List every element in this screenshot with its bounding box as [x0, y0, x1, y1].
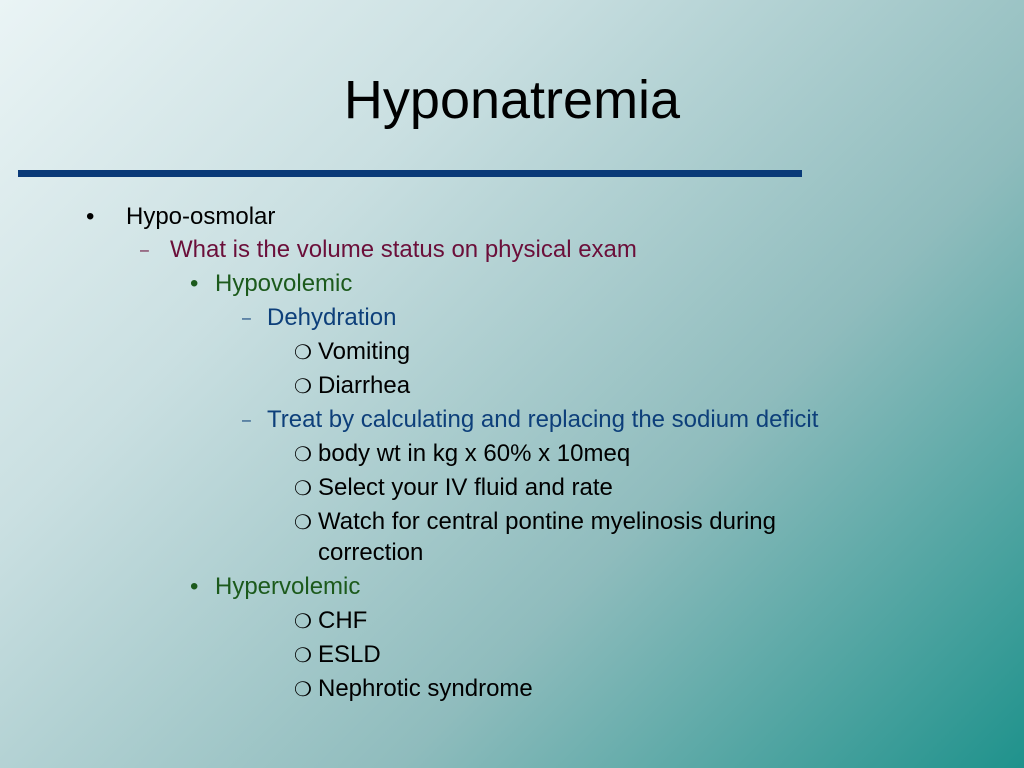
dash-marker: –	[242, 310, 251, 327]
outline-item-treat-sodium-deficit: Treat by calculating and replacing the sodium deficit	[267, 406, 819, 433]
outline-item-myelinosis-cont: correction	[318, 539, 424, 566]
bullet-marker: •	[190, 573, 199, 600]
outline-item-diarrhea: Diarrhea	[318, 372, 411, 399]
dash-marker: –	[242, 412, 251, 429]
outline-item-iv-fluid: Select your IV fluid and rate	[318, 474, 613, 501]
outline-item-formula: body wt in kg x 60% x 10meq	[318, 440, 631, 467]
outline-item-dehydration: Dehydration	[267, 304, 397, 331]
circle-marker-icon: ❍	[294, 444, 312, 466]
bullet-marker: •	[190, 270, 199, 297]
outline-item-myelinosis: Watch for central pontine myelinosis during	[318, 508, 776, 535]
title-divider	[18, 170, 802, 177]
circle-marker-icon: ❍	[294, 342, 312, 364]
circle-marker-icon: ❍	[294, 376, 312, 398]
circle-marker-icon: ❍	[294, 645, 312, 667]
dash-marker: –	[140, 242, 149, 259]
bullet-marker: •	[86, 203, 95, 230]
circle-marker-icon: ❍	[294, 512, 312, 534]
circle-marker-icon: ❍	[294, 478, 312, 500]
outline-item-nephrotic: Nephrotic syndrome	[318, 675, 533, 702]
outline-item-hypo-osmolar: Hypo-osmolar	[126, 203, 276, 230]
outline-item-vomiting: Vomiting	[318, 338, 411, 365]
outline-item-volume-status: What is the volume status on physical exam	[170, 236, 637, 263]
outline-item-esld: ESLD	[318, 641, 381, 668]
circle-marker-icon: ❍	[294, 611, 312, 633]
circle-marker-icon: ❍	[294, 679, 312, 701]
outline-item-hypervolemic: Hypervolemic	[215, 573, 361, 600]
slide-title: Hyponatremia	[343, 70, 681, 130]
outline-item-hypovolemic: Hypovolemic	[215, 270, 353, 297]
outline-item-chf: CHF	[318, 607, 368, 634]
